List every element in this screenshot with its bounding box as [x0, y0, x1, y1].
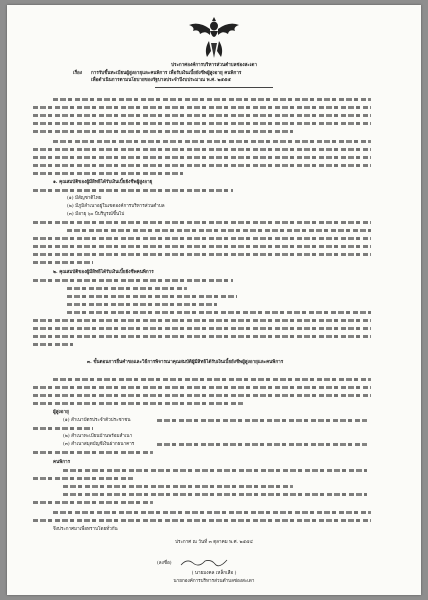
text-line	[53, 378, 371, 381]
text-line	[33, 327, 371, 330]
text-line	[33, 261, 93, 264]
text-line	[33, 343, 73, 346]
section-elderly-heading: ๑. คุณสมบัติของผู้มีสิทธิได้รับเงินเบี้ยยังชีพผู้สูงอายุ	[53, 180, 153, 185]
announcement-date: ประกาศ ณ วันที่ ๓ ตุลาคม พ.ศ. ๒๕๕๔	[175, 540, 253, 545]
subject-line-1: การรับขึ้นทะเบียนผู้สูงอายุและคนพิการ เพื่อรับเงินเบี้ยยังชีพผู้สูงอายุ คนพิการ	[91, 71, 242, 76]
subject-label: เรื่อง	[73, 71, 83, 76]
text-line	[33, 164, 371, 167]
document-page	[7, 5, 421, 595]
text-line	[33, 427, 93, 430]
closing-line: จึงประกาศมาเพื่อทราบโดยทั่วกัน	[53, 527, 118, 532]
text-line	[157, 419, 367, 422]
elderly-item-3: (๓) มีอายุ ๖๐ ปีบริบูรณ์ขึ้นไป	[67, 212, 125, 217]
document-header: ประกาศองค์การบริหารส่วนตำบลช่องสะเดา	[171, 63, 257, 68]
signer-name: ( นายมงคล เหล็กเสือ )	[191, 571, 237, 576]
text-line	[33, 122, 371, 125]
text-line	[67, 303, 217, 306]
elderly-doc-2: (๒) สำเนาทะเบียนบ้านพร้อมสำเนา	[63, 434, 133, 439]
text-line	[33, 402, 243, 405]
text-line	[33, 172, 183, 175]
text-line	[33, 279, 233, 282]
text-line	[33, 477, 133, 480]
text-line	[33, 221, 371, 224]
signature-label: (ลงชื่อ)	[157, 561, 172, 566]
text-line	[67, 287, 187, 290]
label-disabled: คนพิการ	[53, 460, 71, 465]
label-elderly: ผู้สูงอายุ	[53, 410, 69, 415]
text-line	[33, 501, 153, 504]
text-line	[67, 295, 237, 298]
text-line	[157, 443, 367, 446]
signature-mark-icon	[179, 557, 229, 567]
elderly-item-2: (๒) มีภูมิลำเนาอยู่ในเขตองค์การบริหารส่วนตำบล	[67, 204, 165, 209]
text-line	[33, 189, 233, 192]
text-line	[33, 319, 371, 322]
header-rule	[155, 87, 273, 88]
section-disabled-heading: ๒. คุณสมบัติของผู้มีสิทธิได้รับเงินเบี้ยยังชีพคนพิการ	[53, 270, 154, 275]
elderly-item-1: (๑) มีสัญชาติไทย	[67, 196, 102, 201]
text-line	[33, 335, 371, 338]
text-line	[33, 114, 371, 117]
text-line	[67, 229, 371, 232]
text-line	[33, 106, 371, 109]
text-line	[53, 98, 371, 101]
text-line	[33, 156, 371, 159]
signer-title: นายกองค์การบริหารส่วนตำบลช่องสะเดา	[173, 579, 255, 584]
section-docs-heading: ๓. ขั้นตอนการยื่นคำขอและวิธีการพิจารณาคุณสมบัติผู้มีสิทธิได้รับเงินเบี้ยยังชีพผู้สูงอายุและคนพิการ	[87, 360, 284, 365]
text-line	[63, 485, 293, 488]
elderly-doc-1: (๑) สำเนาบัตรประจำตัวประชาชน	[63, 418, 131, 423]
text-line	[53, 511, 371, 514]
text-line	[33, 237, 371, 240]
text-line	[33, 148, 371, 151]
text-line	[67, 311, 371, 314]
subject-line-2: เพื่อดำเนินการตามนโยบายของรัฐบาลประจำปีงบประมาณ พ.ศ. ๒๕๕๕	[91, 78, 231, 83]
garuda-emblem-icon	[187, 13, 241, 61]
text-line	[33, 130, 293, 133]
text-line	[53, 140, 371, 143]
elderly-doc-3: (๓) สำเนาสมุดบัญชีเงินฝากธนาคาร	[63, 442, 135, 447]
text-line	[33, 519, 371, 522]
text-line	[33, 386, 371, 389]
text-line	[63, 493, 367, 496]
text-line	[63, 469, 367, 472]
text-line	[33, 394, 371, 397]
text-line	[33, 451, 153, 454]
text-line	[33, 245, 371, 248]
text-line	[33, 253, 371, 256]
